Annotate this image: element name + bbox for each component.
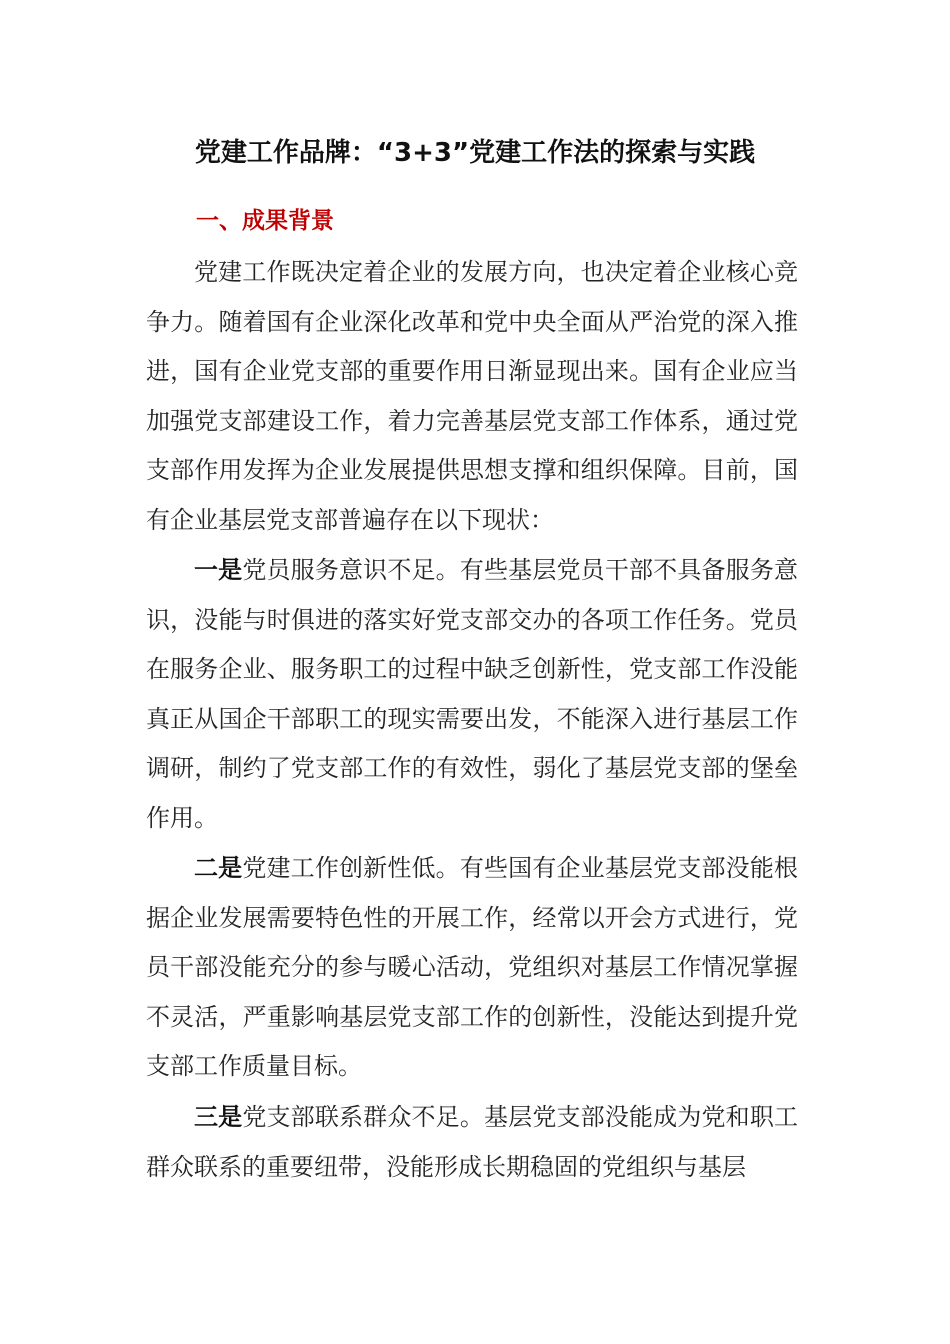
- paragraph-point-two: [146, 844, 798, 1092]
- paragraph-text: 党建工作创新性低。有些国有企业基层党支部没能根据企业发展需要特色性的开展工作，经常以开会方式进行，党员干部没能充分的参与暖心活动，党组织对基层工作情况掌握不灵活，严重影响基层党支部工作的创新性，没能达到提升党支部工作质量目标。: [146, 854, 799, 1081]
- document-title: 党建工作品牌：“3+3”党建工作法的探索与实践: [194, 138, 756, 168]
- paragraph-background: [146, 248, 798, 546]
- section-heading: 一、成果背景: [196, 208, 334, 234]
- paragraph-lead: 一是: [194, 556, 243, 584]
- paragraph-point-one: [146, 546, 798, 844]
- paragraph-lead: 三是: [194, 1103, 243, 1131]
- paragraph-text: 党建工作既决定着企业的发展方向，也决定着企业核心竞争力。随着国有企业深化改革和党中央全面从严治党的深入推进，国有企业党支部的重要作用日渐显现出来。国有企业应当加强党支部建设工作，着力完善基层党支部工作体系，通过党支部作用发挥为企业发展提供思想支撑和组织保障。目前，国有企业基层党支部普遍存在以下现状：: [146, 258, 798, 534]
- paragraph-lead: 二是: [194, 854, 243, 882]
- paragraph-point-three: [146, 1093, 798, 1192]
- paragraph-text: 党员服务意识不足。有些基层党员干部不具备服务意识，没能与时俱进的落实好党支部交办的各项工作任务。党员在服务企业、服务职工的过程中缺乏创新性，党支部工作没能真正从国企干部职工的现实需要出发，不能深入进行基层工作调研，制约了党支部工作的有效性，弱化了基层党支部的堡垒作用。: [146, 556, 799, 832]
- paragraph-text: 党支部联系群众不足。基层党支部没能成为党和职工群众联系的重要纽带，没能形成长期稳固的党组织与基层: [146, 1103, 799, 1181]
